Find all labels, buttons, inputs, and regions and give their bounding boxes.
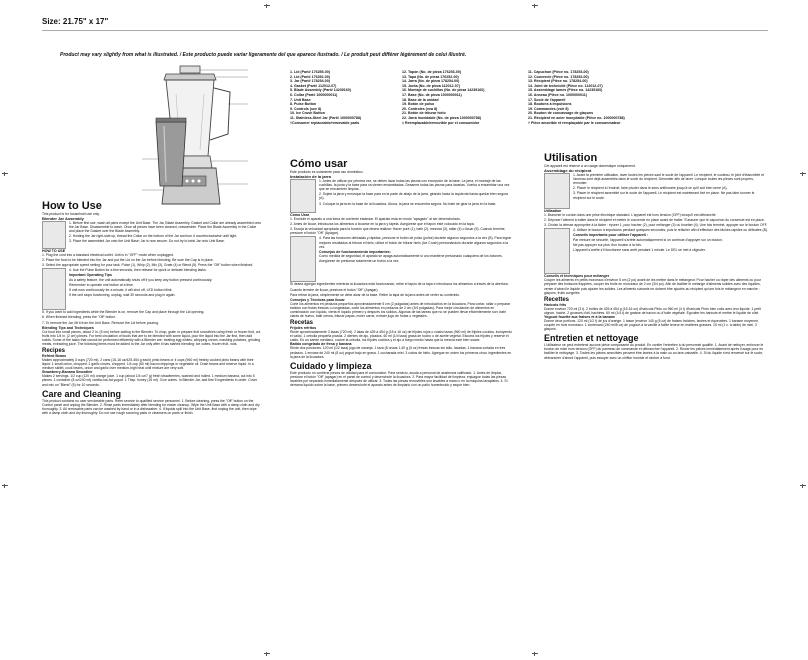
conseils-heading: Conseils importants pour utiliser l'appareil : (573, 233, 649, 238)
menager-note: Cet appareil est réservé à un usage domestique uniquement. (544, 164, 636, 168)
consejos-licuar-heading: Consejos y Técnicas para licuar (290, 297, 345, 302)
crop-mark (264, 4, 270, 8)
spanish-column (290, 158, 514, 387)
part-item: 16. Anneau (Pièce no. 1000000011) (528, 92, 587, 97)
part-item: 11. Capuchon (Pièce no. 178253-00) (528, 70, 589, 74)
conseil-item: Ne pas appuyer sur plus d'un bouton à la fois. (573, 242, 642, 247)
use-step: 2. Place the food to be blended into the Jar and put the Lid on the Jar before blending. Be sure the Cap is in place. (42, 258, 214, 263)
part-item: † Pièce amovible et remplaçable par le consommateur (528, 120, 621, 125)
care-text: This product contains no user serviceable parts. Refer service to qualified service personnel. 1. Before cleaning, press the "Off" button on the Control panel and unplug the Blender. 2. Rinse parts immediately after blending for easier cleanup. Wipe the Unit Base with a damp cloth and dry thoroughly. 3. All removable parts can be washed by hand or in a dishwasher. 4. If liquids spill into the Unit Base, first unplug the unit, then wipe with a damp cloth and dry thoroughly. Do not use rough scouring pads or cleansers on parts or finish. (42, 398, 260, 415)
after-step: 5. If you want to add ingredients while the Blender is on, remove the Cap and place through the Lid opening. (42, 310, 205, 315)
recipe-text: Donne environ 720 ml (3 t). 2 boîtes de 425 à 454 g (15-16 oz) d'haricots Pinto ou 960 ml (4 t) d'haricots Pinto bien cuits avec leur liquide. 1 petit oignon, haché. 2 gousses d'ail, hachées. 60 ml (1/4 t) de graisse de bacon ou d'huile végétale. Égoutter les haricots et mettre le liquide de côté. (544, 306, 761, 315)
consejos-licuar-text: Corte los alimentos en pedazos pequeños aproximadamente 5 cm (2 pulgadas) antes de introducirlos en la licuadora. Para cortar, rallar o preparar batidos con frutas frescas o congeladas, corte los alimentos en pedazos de 2 cm (3/4 pulgadas). Para mejor circulación de alimentos en combinación con líquido, vierta el líquido primero y después los sólidos. Algunas de las tareas que no se pueden llevar eficientemente son: batir claras de huevo, batir crema, triturar papas, moler carne, extraer jugo de frutas o vegetales. (290, 301, 511, 319)
instalacion-step: 3. Coloque la jarra en la base de la licuadora. Ahora, la jarra se encuentra segura. No trate de girar la jarra en la base. (319, 201, 497, 206)
assembly-step: 1. Before first use, wash all parts except the Unit Base. The Jar, Blade Assembly, Gasket and Collar are already assembled onto the Jar Base. Disassemble to wash. Once all pieces have been cleaned, reassemble. Place the Blade Assembly in the Collar and place the Gasket over the Blade Assembly. (69, 221, 262, 234)
como-step: 4. Para las funciones delicadas y rápidas, presione el botón de pulso (pulse) durante algunos segundos a la vez (B). Para lograr mejores resultados al triturar el hielo, utilice el botón de triturar hielo (Ice Crush) presionándolo durante algunos segundos a la vez. (319, 236, 512, 249)
part-item: 12. Couvercle (Pièce no. 178252-00) (528, 74, 589, 79)
part-item: 3. Jar (Part# 178254-00) (290, 79, 330, 84)
part-item: ‡ Reemplazable/removible por el consumidor (402, 120, 480, 125)
parts-list-french (528, 70, 625, 125)
part-item: †Consumer replaceable/removable parts (290, 120, 360, 125)
part-item: 7. Unit Base (290, 97, 311, 102)
part-item: 11. Stainless-Steel Jar (Part# 1000000788) (290, 115, 362, 120)
assemblage-heading: Assemblage du récipient (544, 168, 592, 174)
part-item: 4. Gasket (Part# 112012-07) (290, 83, 337, 88)
como-usar-caps: Cómo Usar (290, 213, 310, 218)
part-item: 1. Lid (Part# 176255-00) (290, 70, 330, 74)
recipe-text: Donne deux portions. 120 ml (1/2 t) de jus d'orange. 1 tasse (environ 140 g (5 oz) de fraises fraîches, lavées et équeutées. 1 banane moyenne, coupée en trois morceaux. 1 contenant (240 ml/8 oz) de yogourt à la vanille à faible teneur en matières grasses. 15 ml (1 c. à table) de miel. 3 glaçons. (544, 318, 759, 332)
crop-mark (800, 172, 806, 176)
instalacion-illustration (290, 179, 316, 213)
part-item: 22. Jarra inoxidable (No. de pieza 1000000788) (402, 115, 481, 120)
consejo-item: Para retirar la jarra, simplemente se debe alzar de la base. Retire la tapa de la jarra antes de verter su contenido. (290, 292, 460, 297)
disclaimer: Product may vary slightly from what is illustrated. / Este producto puede variar ligeramente del que aparece ilustrado. / Le produit peut différer légèrement de celui illustré. (60, 52, 467, 58)
part-item: 14. Joint de technicité (Pièce no. 112012-07) (528, 83, 603, 88)
part-item: 13. Récipient (Pièce no. 178254-00) (528, 79, 588, 84)
recipe-text: Rinde dos porciones. 120 ml (1/2 taza) jugo de naranja. 1 taza (8 onzas 1,40 g (5 oz) fresas frescas sin tallo, lavadas. 1 banana cortada en tres pedazos. 1 envase de 240 ml (8 oz) yogurt bajo en grasa. 1 cucharada miel. 3 cubos de hielo. Agregue en orden los primeros cinco ingredientes en la jarra de la licuadora. (290, 346, 512, 359)
how-to-use-heading: How to Use (42, 200, 102, 212)
tip-item: Remember to operate one button at a time. (69, 282, 134, 287)
english-column (42, 200, 262, 415)
assembly-step: 2. Holding the Jar right-side up, thread the Collar on the bottom of the Jar and turn it counterclockwise until tight. (69, 234, 238, 239)
recipe-title: Frijoles refritos (290, 326, 317, 331)
conseils-melanger-heading: Conseils et techniques pour mélanger (544, 274, 610, 279)
domestic-note: Este producto es solamente para uso doméstico. (290, 170, 364, 174)
instalacion-step: 2. Sujete la jarra y enrosque la base para en la parte de abajo de la jarra, girando hacia la izquierda hasta quedar bien segura (A). (319, 192, 508, 201)
entretien-text: L'utilisateur ne peut entretenir aucune pièce composante du produit. En confier l'entretien à du personnel qualifié. 1. Avant de nettoyer, enfoncer le bouton de mise hors tension (OFF) du panneau de commande et débrancher l'appareil. 2. Rincer les pièces immédiatement après l'usage pour en faciliter le nettoyage. 3. Toutes les pièces amovibles peuvent être lavées à la main ou au lave-vaisselle. 4. Si du liquide s'est renversé sur le socle, débrancher d'abord l'appareil, puis essuyer avec un chiffon humide et sécher à fond. (544, 343, 764, 360)
conseil-item: L'appareil s'arrête s'il fonctionne sans arrêt pendant 1 minute. Le DEL se met à clignoter. (573, 247, 706, 252)
como-step: 2. Antes de licuar, introduzca los alimentos a licuarse en la jarra y tápela. Asegúrese que el tapón esté colocado en la tapa. (290, 222, 475, 227)
part-item: 19. Botón de pulso (402, 102, 435, 107)
assemblage-step: 2. Placer le récipient à l'endroit, faire pivoter dans le sens antihoraire jusqu'à ce qu'il soit bien serré (A). (573, 186, 728, 191)
part-item: 17. Socle de l'appareil (528, 97, 566, 102)
crop-mark (532, 4, 538, 8)
part-item: 16. Montaje de cuchillas (No. de pieza 14239160) (402, 88, 485, 93)
tip-item: If the unit stops functioning, unplug, wait 30 seconds and plug in again. (69, 292, 176, 297)
part-item: 17. Base (No. de pieza 1000000011) (402, 92, 462, 97)
care-heading: Care and Cleaning (42, 388, 122, 399)
como-step: 3. Escoja la velocidad apropiada para la función que desea realizar: Hacer puré (1), batir (2), mezclar (3), rallar (4) o licuar (5). Cuando termine, presione el botón "Off" (Apagar). (290, 227, 506, 236)
part-item: 14. Jarra (No. de pieza 178254-00) (402, 79, 460, 84)
parts-list-english (290, 70, 361, 125)
part-item: 8. Pulse Button (290, 102, 317, 107)
consejos-heading: Consejos de funcionamiento importantes: (319, 249, 391, 254)
blender-assembly-heading: Blender Jar Assembly (42, 216, 84, 222)
use-step: 1. Plug the cord into a standard electrical outlet. Unit is in "OFF" mode when unplugged. (42, 253, 174, 258)
part-item: 21. Récipient en acier inoxydable (Pièce no. 1000000788) (528, 115, 625, 120)
part-item: 20. Controles (vea 8) (402, 106, 438, 111)
use-step: 4. Use the Pulse Button for a few seconds, then release for quick or delicate blending tasks. (69, 268, 207, 273)
recetas-heading: Recetas (290, 320, 314, 327)
part-item: 18. Base de la unidad (402, 97, 439, 102)
tip-item: As a safety feature, the unit automatically shuts off if you keep any button pressed continuously. (69, 277, 213, 282)
pulso-illustration (290, 236, 316, 282)
top-divider (42, 30, 768, 31)
crop-mark (2, 172, 8, 176)
assembly-step: 3. Place the assembled Jar onto the Unit Base; Jar is now secure. Do not try to twist Jar onto Unit Base. (69, 239, 225, 244)
part-item: 18. Boutons à impulsions (528, 102, 572, 107)
part-item: 15. Junta (No. de pieza 112012-07) (402, 83, 460, 88)
recipe-title: Strawberry-Banana Smoothie (42, 370, 93, 375)
instalacion-step: 1. Antes de utilizar por primera vez, se deben lavar todas las piezas con excepción de la base. La jarra, el montaje de las cuchillas, la junta y la base para va vienen ensambladas. Desarme todas las piezas para lavarlas. Vuelva a ensamblar una vez que se encuentren limpias. (319, 179, 510, 192)
size-label: Size: 21.75" x 17" (42, 17, 109, 26)
instalacion-heading: Instalación de la jarra (290, 174, 331, 180)
assemblage-step: 3. Placer le récipient assemblé sur le socle de l'appareil. Le récipient est maintenant fixé en place. Ne pas faire tourner le récipient sur le socle. (573, 191, 755, 200)
french-column (544, 152, 768, 360)
pulse-illustration (42, 268, 66, 310)
part-item: 10. Ice Crush Button (290, 111, 325, 116)
consejo-item: Asegúrese de presionar solamente un botón a la vez. (319, 258, 400, 263)
blending-tips-heading: Blending Tips and Techniques (42, 325, 94, 330)
recipe-title: Batido congelado de fresa y banana (290, 342, 352, 347)
after-step: 6. When finished blending, press the "Off" button. (42, 315, 116, 320)
household-note: This product is for household use only. (42, 212, 100, 216)
consejo-item: Como medida de seguridad, el aparato se apaga automáticamente si uno mantiene presionado cualquiera de los botones. (319, 253, 503, 258)
blending-tips-text: Cut food into small pieces, about 2 in. (5 cm) before adding to the Blender. To chop, grate or prepare fruit smoothies using fresh or frozen fruit, cut fruits into 1/4 in. (2 cm) pieces. For best circulation of foods that are to be blended with some liquid, pour the liquid into the Jar first, then add solids. Some of the tasks that cannot be performed efficiently with a Blender are: beating egg whites, whipping cream, mashing potatoes, grinding meats, extracting juice. The following items must be added to the Jar only after it has started blending: ice cubes, frozen fruit, nuts. (42, 329, 261, 346)
assemblage-step: 1. Avant la première utilisation, laver toutes les pièces sauf le socle de l'appareil. Le récipient, le couteau, le joint d'étanchéité et l'anneau sont déjà assemblés dans le socle du récipient. Démonter afin de laver. Lorsque toutes les pièces sont propres, remonter. (573, 173, 765, 186)
part-item: 9. Controls (see 8) (290, 106, 322, 111)
part-item: 2. Lid (Part# 176252-00) (290, 74, 330, 79)
impulsion-illustration (544, 228, 570, 274)
como-step: 1. Enchufe el aparato a una toma de corriente estándar. El aparato esta en modo "apagado" al ser desenchufado. (290, 217, 461, 222)
recipe-title: Refried Beans (42, 354, 67, 359)
part-item: 20. Bouton de concassage de glaçons (528, 111, 594, 116)
part-item: 6. Collar (Part# 1000000011) (290, 92, 338, 97)
how-to-use-caps: HOW TO USE (42, 249, 66, 254)
util-step: 4. Utiliser le bouton à impulsions pendant quelques secondes, puis le relâcher afin d'effectuer des tâches rapides ou délicates (B). (573, 228, 768, 233)
tip-item: If unit runs continuously for a minute, it will shut off. LED button blink. (69, 287, 173, 292)
recettes-heading: Recettes (544, 296, 570, 303)
consejo-item: Si desea agregar ingredientes mientras la licuadora está funcionando, retire el tapón de la tapa e introduzca los alimentos a través de la abertura. (290, 282, 509, 287)
part-item: 21. Botón de triturar hielo (402, 111, 446, 116)
part-item: 13. Tapa (No. de pieza 176252-00) (402, 74, 459, 79)
utilisation-heading: Utilisation (544, 152, 598, 164)
recipe-text: Rinde aproximadamente 3 tazas (720 ml). 2 latas de 425 a 454 g (15 a 16 oz) de frijoles rojos o cuatro tazas (960 ml) de frijoles cocidos, incluyendo el caldo. 1 cebolla pequeña picada. 2 dientes de ajo, picados. 60 ml (1/4 taza) grasa de tocino o de aceite vegetal. Escurra los frijoles y reserve el caldo. En un sartén mediano, cocine la cebolla, los frijoles cocidos y el ajo a fuego medio hasta que la mezcla esté bien suave. (290, 330, 513, 343)
cuidado-heading: Cuidado y limpieza (290, 360, 372, 371)
part-item: 15. Assemblage lames (Pièce no. 14239160) (528, 88, 603, 93)
part-item: 19. Commandes (voir 8) (528, 106, 569, 111)
recipes-heading: Recipes (42, 348, 66, 355)
util-step: 2. Déposer l'aliment à traiter dans le récipient et mettre le couvercle en place avant de traiter. S'assurer que le capuchon du couvercle est en place. (544, 218, 765, 223)
parts-list-spanish (402, 70, 485, 125)
assembly-illustration (42, 221, 66, 249)
crop-mark (264, 652, 270, 656)
conseils-melanger-text: Couper les aliments en petits morceaux d'environ 5 cm (2 po) avant de les mettre dans le mélangeur. Pour hacher ou râper des aliments ou pour préparer des boissons frappées, couper les fruits en morceaux de 2 cm (3/4 po). Afin de faciliter le mélange d'aliments solides avec des liquides, verser d'abord le liquide puis ajouter les solides. Les aliments suivants ne doivent être ajoutés au récipient qu'une fois le mélangeur en marche : glaçons, fruits congelés. (544, 278, 762, 295)
util-step: 3. Choisir la vitesse appropriée à la tâche : épurer 1, pour hacher (2), pour mélanger (3) ou fouetter (4). Une fois terminé, appuyer sur le bouton OFF. (544, 223, 768, 228)
crop-mark (800, 484, 806, 488)
recipe-title: Haricots frits (544, 302, 567, 307)
stainless-jar-illustration (152, 116, 192, 200)
cuidado-text: Este producto no contiene piezas de utilidad para el consumidor. Para servicio, acuda a personal de asistencia calificado. 1. Antes de limpiar, presione el botón "Off" (apagar) en el panel de control y desenchufe la licuadora. 2. Para mayor facilidad de limpieza, enjuague todas las piezas lavables por separado inmediatamente después de utilizar. 3. Todas las piezas removibles son lavables a mano o en la máquina lavaplatos. 4. Si derrama líquido sobre la base, primero desenchufe el aparato antes de limpiarlo con un paño humedecido y seque bien. (290, 370, 508, 387)
recipe-title: Yogourt fouetté aux fraises et à la banane (544, 314, 616, 319)
como-usar-heading: Cómo usar (290, 158, 348, 170)
utilisation-caps: Utilisation (544, 209, 562, 214)
crop-mark (532, 652, 538, 656)
recipe-text: Makes approximately 3 cups (720 ml). 2 cans (15-16 oz/425-454 g each) pinto beans or 4 cups (960 ml) freshly cooked pinto beans with their liquid. 1 small onion, chopped. 2 garlic cloves, chopped. 1/4 cup (60 ml) bacon drippings or vegetable oil. Drain beans and reserve liquid. In a medium skillet, cook beans, onion and garlic over medium-high heat until mixture are very soft. (42, 358, 254, 371)
util-step: 1. Brancher le cordon dans une prise électrique standard. L'appareil est hors tension (OFF) lorsqu'il est débranché. (544, 213, 717, 218)
conseil-item: Par mesure de sécurité, l'appareil s'arrête automatiquement si on continue d'appuyer sur un bouton. (573, 237, 723, 242)
important-tips-heading: Important Operating Tips (69, 273, 112, 278)
entretien-heading: Entretien et nettoyage (544, 333, 639, 344)
part-item: 12. Tapón (No. de pieza 176253-00) (402, 70, 462, 74)
after-step: 7. To remove the Jar, lift it from the Unit Base. Remove the Lid before pouring. (42, 320, 159, 325)
part-item: 5. Blade Assembly (Part# 14239160) (290, 88, 351, 93)
crop-mark (2, 484, 8, 488)
recipe-text: Makes 2 servings. 1/2 cup (120 ml) orange juice. 1 cup (about 1/4 oz/7 g) fresh strawberries, washed and hulled. 1 medium banana, cut into 5 pieces. 1 container (8 oz/240 ml) vanilla low-fat yogurt. 1 Tbsp. honey (15 ml). 3 ice cubes. In Blender Jar, add first 5 ingredients in order. Cover and mix on "Blend" (5) for 10 seconds. (42, 374, 258, 387)
use-step: 3. Select the appropriate speed setting for your task. Pulse (1), Whip (2), Mix (3), Grate (4) or Blend (5). Press the "Off" button when finished. (42, 263, 254, 268)
consejo-item: Cuando termine de licuar, presione el botón "Off" (Apagar). (290, 287, 379, 292)
assemblage-illustration (544, 173, 570, 209)
